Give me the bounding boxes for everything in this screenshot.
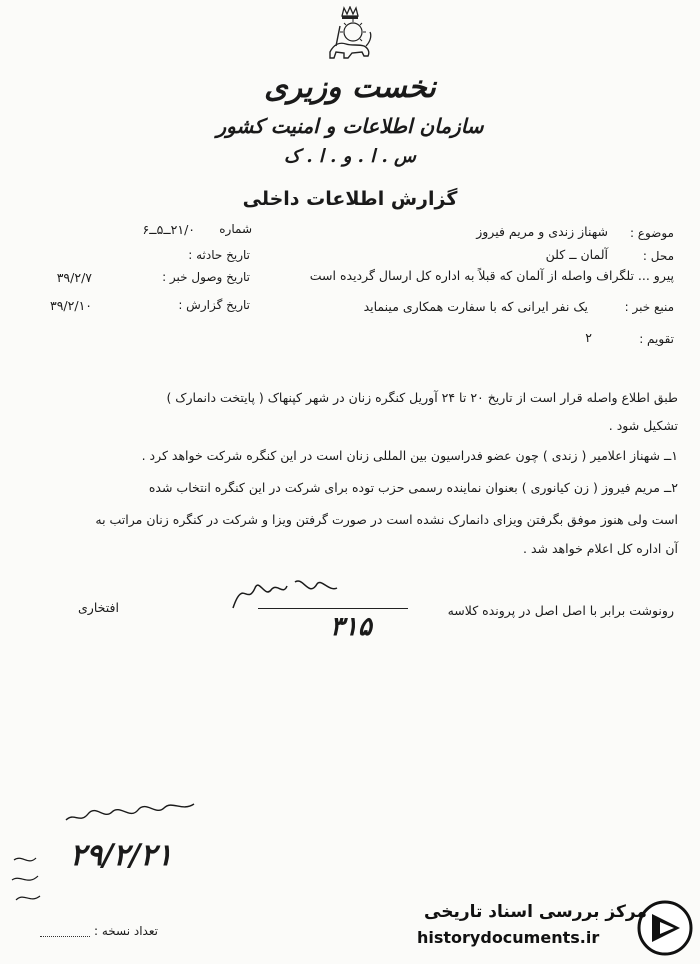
header-title-prime-ministry: نخست وزیری	[264, 70, 436, 105]
margin-note	[8, 850, 48, 910]
report-date-label: تاریخ گزارش :	[178, 298, 250, 312]
evaluation-label: تقویم :	[639, 332, 674, 346]
receipt-date-value: ۳۹/۲/۷	[56, 270, 92, 285]
body-item-2: ۲ــ مریم فیروز ( زن کیانوری ) بعنوان نماینده رسمی حزب توده برای شرکت در این کنگره انتخاب شده	[148, 480, 678, 495]
source-value: یک نفر ایرانی که با سفارت همکاری مینماید	[363, 299, 588, 314]
report-date-value: ۳۹/۲/۱۰	[50, 298, 92, 313]
file-number: ۳۱۵	[330, 612, 372, 642]
watermark-site: historydocuments.ir	[417, 928, 600, 947]
number-label: شماره	[219, 222, 252, 236]
body-line-5: است ولی هنوز موفق بگرفتن ویزای دانمارک نشده است در صورت گرفتن ویزا و شرکت در کنگره زنان مراتب به	[95, 512, 678, 527]
event-date-label: تاریخ حادثه :	[188, 248, 250, 262]
handwritten-date: ۲۹/۲/۲۱	[70, 838, 173, 873]
header-title-abbreviation: س . ا . و . ا . ک	[284, 146, 416, 167]
location-value: آلمان ــ کلن	[545, 247, 608, 262]
copies-dotted-line	[40, 936, 90, 937]
copy-underline	[258, 608, 408, 609]
body-line-6: آن اداره کل اعلام خواهد شد .	[523, 541, 678, 556]
source-label: منبع خبر :	[624, 300, 674, 314]
report-title: گزارش اطلاعات داخلی	[242, 188, 458, 210]
evaluation-value: ۲	[585, 330, 592, 345]
body-item-1: ۱ــ شهناز اعلامیر ( زندی ) چون عضو فدراسیون بین المللی زنان است در این کنگره شرکت خواهد کرد .	[141, 448, 678, 463]
body-line-2: تشکیل شود .	[608, 418, 678, 433]
signer-name: افتخاری	[78, 600, 119, 615]
body-line-1: طبق اطلاع واصله قرار است از تاریخ ۲۰ تا ۲۴ آوریل کنگره زنان در شهر کپنهاک ( پایتخت دانمارک )	[166, 390, 678, 405]
subject-label: موضوع :	[629, 226, 674, 240]
watermark-org-name: مرکز بررسی اسناد تاریخی	[424, 902, 647, 922]
subject-value: شهناز زندی و مریم فیروز	[476, 224, 608, 239]
lion-and-sun-emblem-icon	[322, 6, 378, 64]
reference-line: پیرو ... تلگراف واصله از آلمان که قبلاً به اداره کل ارسال گردیده است	[309, 268, 674, 283]
handwritten-note	[60, 790, 200, 830]
signature-handwritten	[225, 568, 345, 618]
header-title-organization: سازمان اطلاعات و امنیت کشور	[216, 114, 484, 138]
location-label: محل :	[642, 249, 674, 263]
copies-count-label: تعداد نسخه :	[93, 924, 158, 938]
number-value: ۲۱/۰ــ۵ــ۶	[142, 222, 195, 237]
receipt-date-label: تاریخ وصول خبر :	[162, 270, 250, 284]
copy-line: رونوشت برابر با اصل اصل در پرونده کلاسه	[447, 603, 674, 618]
